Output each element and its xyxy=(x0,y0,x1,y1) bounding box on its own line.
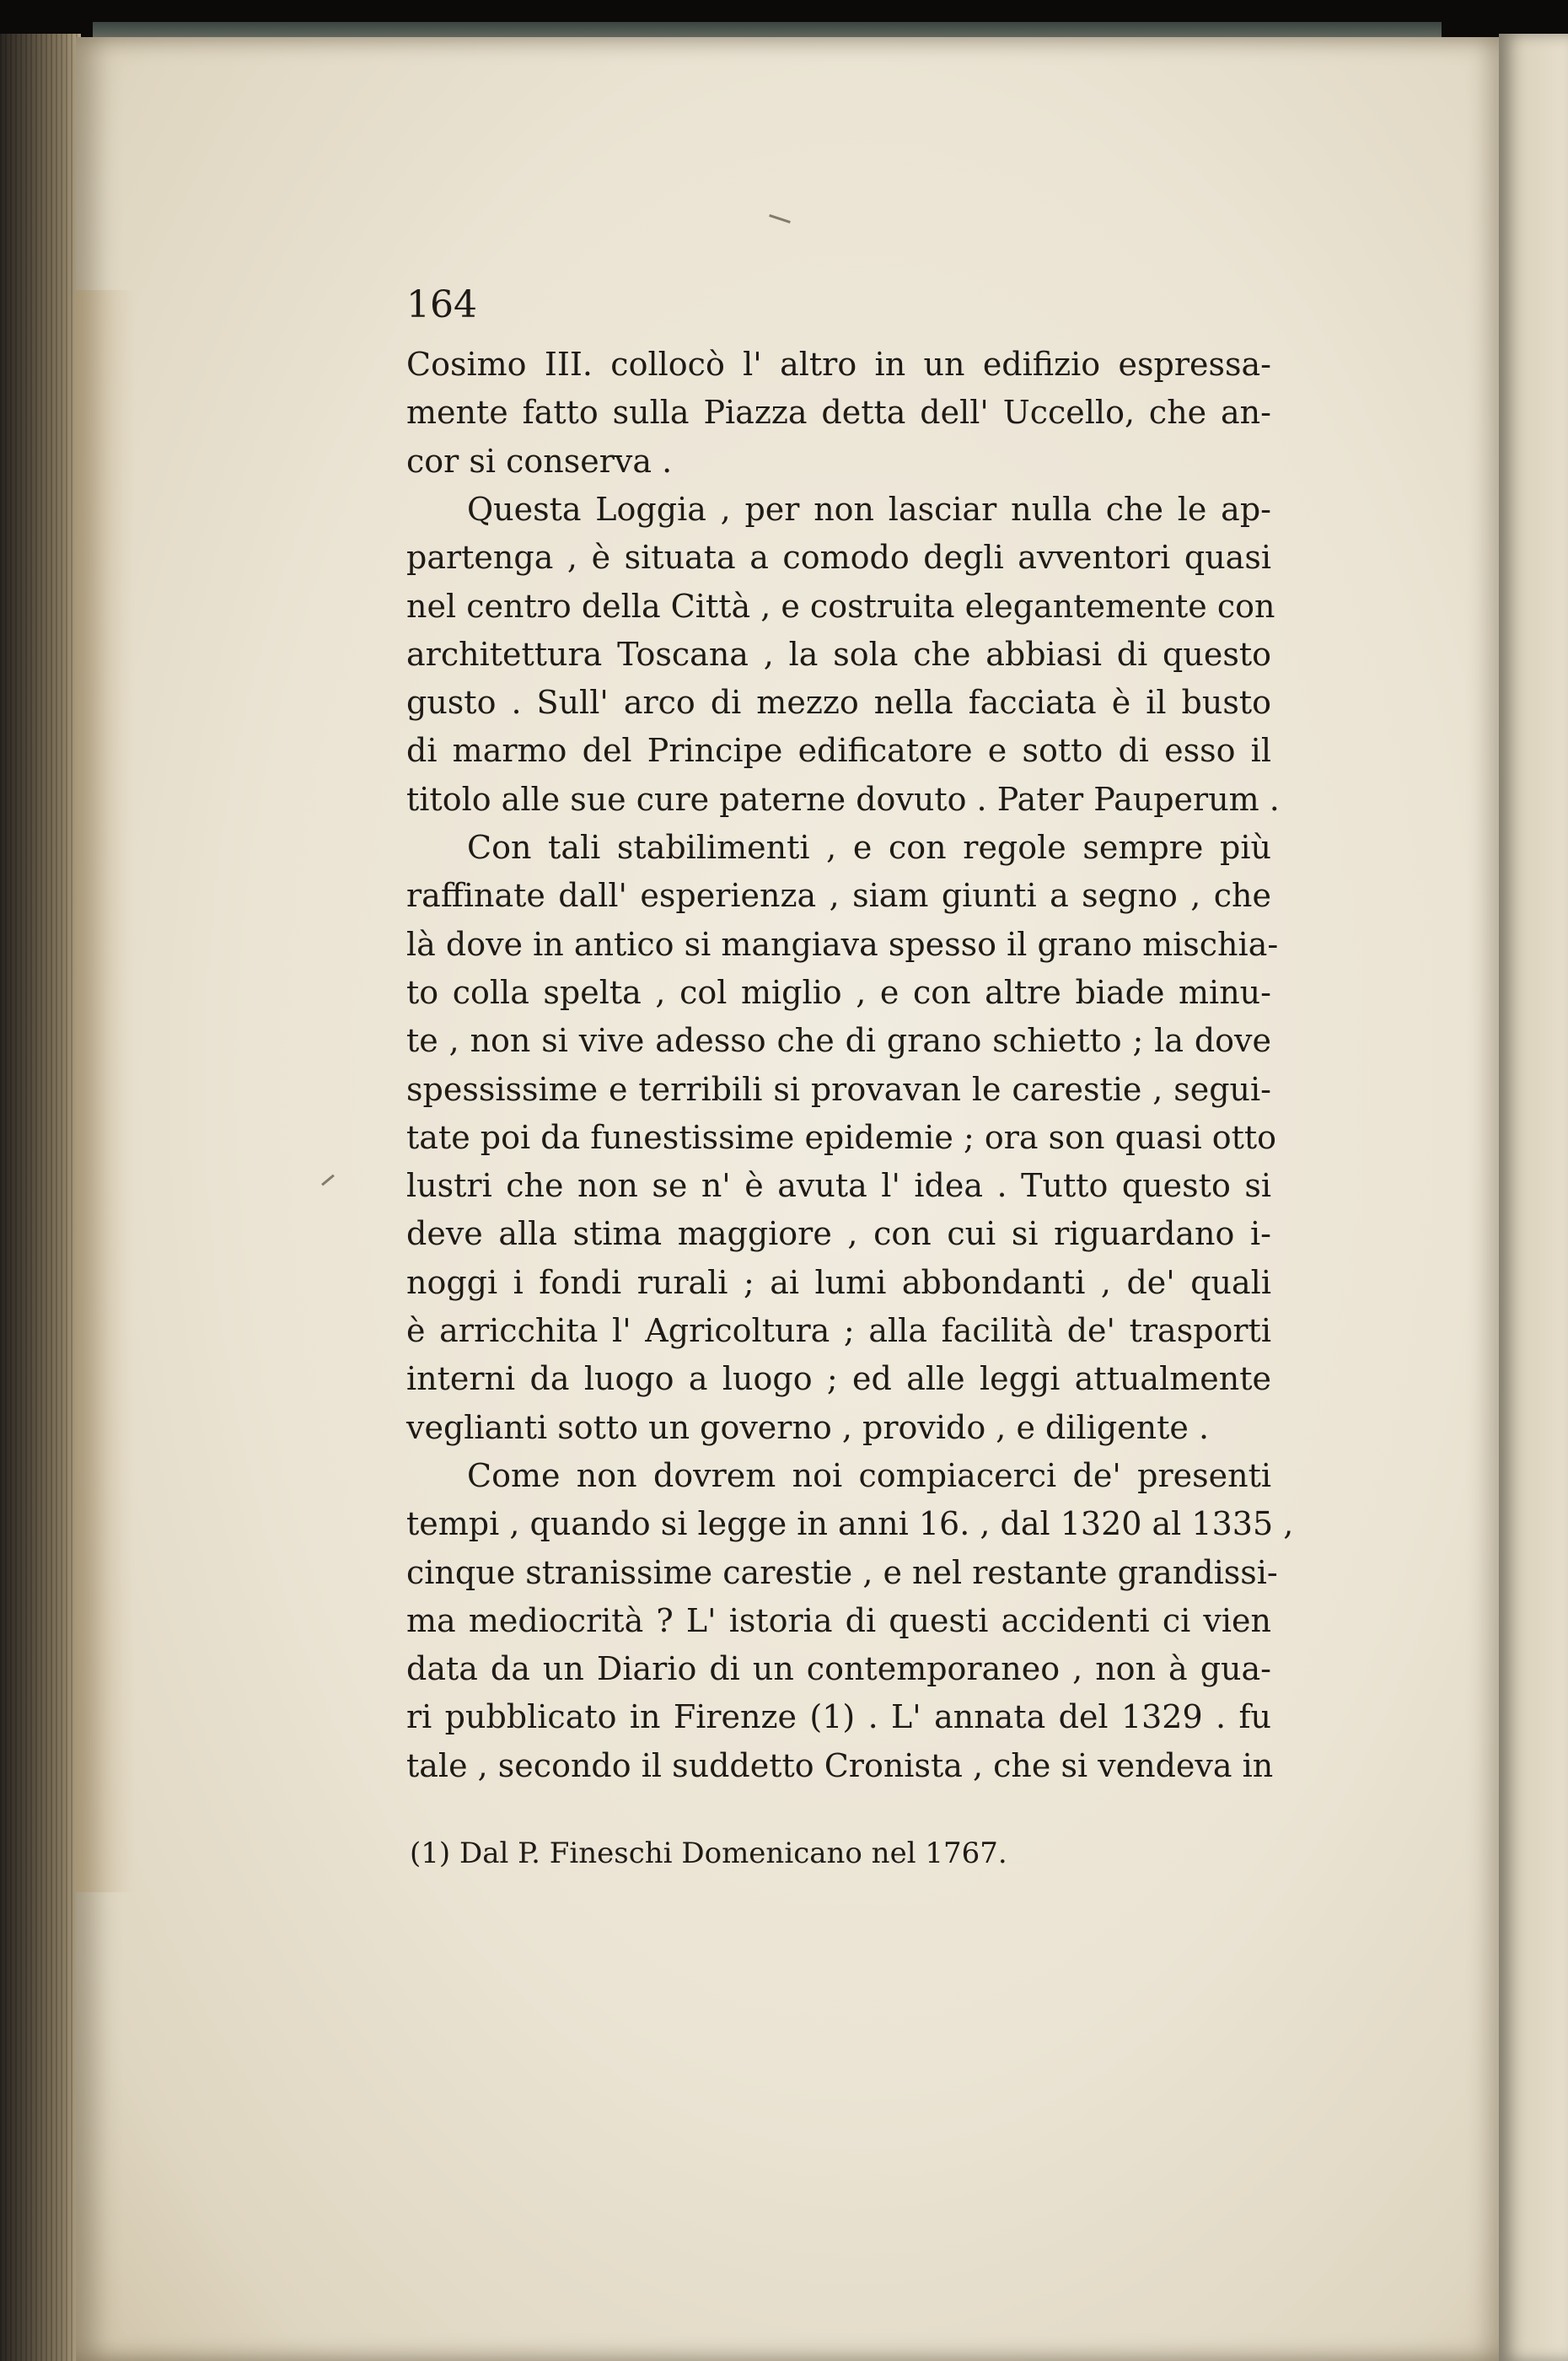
adjacent-page-edge xyxy=(1499,34,1568,2361)
footnote: (1) Dal P. Fineschi Domenicano nel 1767. xyxy=(410,1837,1007,1870)
text-line: Questa Loggia , per non lasciar nulla che le ap- xyxy=(467,491,1271,528)
text-line: ma mediocrità ? L' istoria di questi accidenti ci vien xyxy=(406,1602,1271,1639)
text-line: lustri che non se n' è avuta l' idea . Tutto questo si xyxy=(406,1167,1271,1204)
text-line: noggi i fondi rurali ; ai lumi abbondanti , de' quali xyxy=(406,1264,1271,1301)
text-line: nel centro della Città , e costruita elegantemente con xyxy=(406,588,1275,625)
text-line: mente fatto sulla Piazza detta dell' Uccello, che an- xyxy=(406,394,1271,431)
text-line: data da un Diario di un contemporaneo , non à gua- xyxy=(406,1650,1271,1687)
text-line: gusto . Sull' arco di mezzo nella facciata è il busto xyxy=(406,684,1271,721)
text-line: te , non si vive adesso che di grano schietto ; la dove xyxy=(406,1022,1271,1059)
text-line: tale , secondo il suddetto Cronista , che si vendeva in xyxy=(406,1747,1274,1784)
page-number: 164 xyxy=(406,283,477,326)
text-line: deve alla stima maggiore , con cui si riguardano i- xyxy=(406,1215,1271,1252)
text-line: partenga , è situata a comodo degli avventori quasi xyxy=(406,539,1271,576)
text-line: titolo alle sue cure paterne dovuto . Pater Pauperum . xyxy=(406,781,1280,818)
book-binding-edge xyxy=(0,34,81,2361)
text-line: interni da luogo a luogo ; ed alle leggi attualmente xyxy=(406,1360,1271,1397)
text-line: cinque stranissime carestie , e nel restante grandissi- xyxy=(406,1554,1278,1591)
text-line: raffinate dall' esperienza , siam giunti a segno , che xyxy=(406,877,1271,914)
text-line: Come non dovrem noi compiacerci de' presenti xyxy=(467,1457,1271,1494)
text-line: tempi , quando si legge in anni 16. , dal 1320 al 1335 , xyxy=(406,1505,1294,1542)
text-line: architettura Toscana , la sola che abbiasi di questo xyxy=(406,636,1271,673)
text-line: Cosimo III. collocò l' altro in un edifizio espressa- xyxy=(406,346,1271,383)
text-line: tate poi da funestissime epidemie ; ora son quasi otto xyxy=(406,1119,1277,1156)
text-line: di marmo del Principe edificatore e sotto di esso il xyxy=(406,732,1271,769)
text-line: Con tali stabilimenti , e con regole sempre più xyxy=(467,829,1271,866)
text-line: veglianti sotto un governo , provido , e diligente . xyxy=(406,1409,1210,1446)
text-line: spessissime e terribili si provavan le carestie , segui- xyxy=(406,1071,1271,1108)
text-line: cor si conserva . xyxy=(406,443,673,480)
text-line: ri pubblicato in Firenze (1) . L' annata del 1329 . fu xyxy=(406,1698,1271,1735)
text-line: è arricchita l' Agricoltura ; alla facilità de' trasporti xyxy=(406,1312,1271,1349)
text-line: to colla spelta , col miglio , e con altre biade minu- xyxy=(406,974,1271,1011)
text-line: là dove in antico si mangiava spesso il grano mischia- xyxy=(406,926,1279,963)
